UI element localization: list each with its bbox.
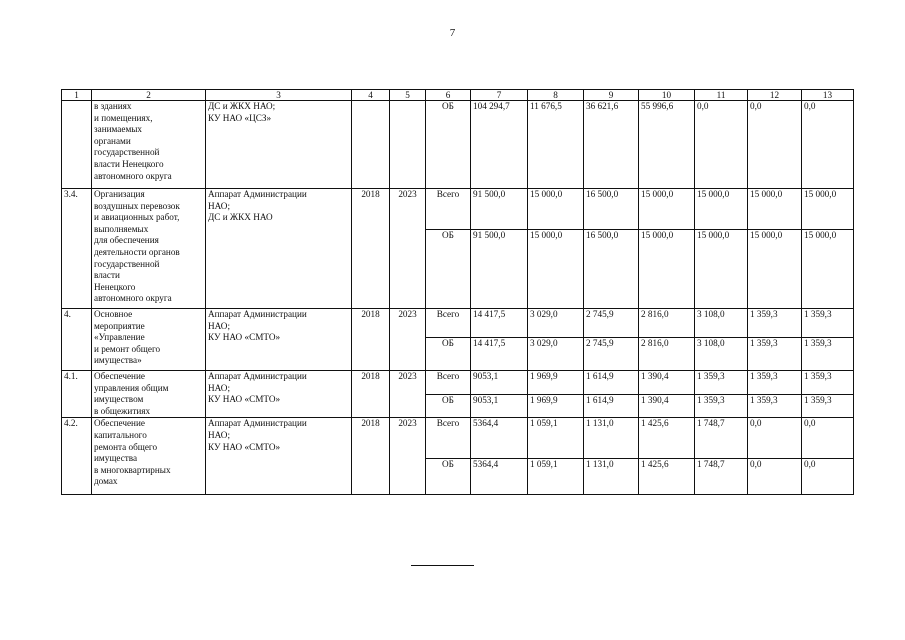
- table-row: [62, 418, 854, 459]
- amount-cell: 15 000,0: [802, 189, 854, 230]
- column-number-cell: 6: [426, 90, 471, 101]
- amount-cell: 1 359,3: [802, 309, 854, 338]
- amount-cell: 0,0: [695, 101, 748, 189]
- amount-cell: 3 108,0: [695, 338, 748, 371]
- program-measures-table: [61, 89, 854, 495]
- amount-cell: 16 500,0: [584, 189, 639, 230]
- amount-cell: 0,0: [802, 459, 854, 495]
- amount-cell: 0,0: [748, 459, 802, 495]
- end-year-cell: 2023: [390, 371, 426, 418]
- amount-cell: 1 425,6: [639, 418, 695, 459]
- row-number-cell: 4.2.: [62, 418, 92, 495]
- funding-source-cell: Всего: [426, 371, 471, 395]
- column-number-cell: 7: [471, 90, 528, 101]
- amount-cell: 3 029,0: [528, 338, 584, 371]
- amount-cell: 1 748,7: [695, 459, 748, 495]
- amount-cell: 91 500,0: [471, 189, 528, 230]
- footer-rule: [411, 565, 474, 566]
- amount-cell: 1 059,1: [528, 418, 584, 459]
- executor-cell: Аппарат Администрации НАО; КУ НАО «СМТО»: [206, 309, 352, 371]
- measure-name-cell: Организация воздушных перевозок и авиационных работ, выполняемых для обеспечения деятельности органов государственной власти Ненецкого автономного округа: [92, 189, 206, 309]
- amount-cell: 15 000,0: [639, 230, 695, 309]
- funding-source-cell: ОБ: [426, 230, 471, 309]
- amount-cell: 0,0: [748, 418, 802, 459]
- measure-name-cell: Основное мероприятие «Управление и ремонт общего имущества»: [92, 309, 206, 371]
- executor-cell: Аппарат Администрации НАО; КУ НАО «СМТО»: [206, 371, 352, 418]
- measure-name-cell: в зданиях и помещениях, занимаемых органами государственной власти Ненецкого автономного округа: [92, 101, 206, 189]
- amount-cell: 3 108,0: [695, 309, 748, 338]
- amount-cell: 1 359,3: [748, 395, 802, 418]
- executor-cell: ДС и ЖКХ НАО; КУ НАО «ЦСЗ»: [206, 101, 352, 189]
- amount-cell: 15 000,0: [528, 189, 584, 230]
- amount-cell: 15 000,0: [802, 230, 854, 309]
- amount-cell: 1 359,3: [802, 371, 854, 395]
- page-number: 7: [449, 27, 456, 39]
- column-number-cell: 1: [62, 90, 92, 101]
- row-number-cell: 4.: [62, 309, 92, 371]
- amount-cell: 1 059,1: [528, 459, 584, 495]
- funding-source-cell: ОБ: [426, 101, 471, 189]
- amount-cell: 2 816,0: [639, 309, 695, 338]
- table-row: [62, 101, 854, 189]
- start-year-cell: 2018: [352, 371, 390, 418]
- amount-cell: 14 417,5: [471, 309, 528, 338]
- amount-cell: 55 996,6: [639, 101, 695, 189]
- amount-cell: 1 359,3: [695, 395, 748, 418]
- funding-source-cell: Всего: [426, 418, 471, 459]
- end-year-cell: 2023: [390, 309, 426, 371]
- column-number-cell: 12: [748, 90, 802, 101]
- end-year-cell: [390, 101, 426, 189]
- funding-source-cell: Всего: [426, 309, 471, 338]
- funding-source-cell: ОБ: [426, 338, 471, 371]
- amount-cell: 2 745,9: [584, 338, 639, 371]
- column-number-header: [62, 90, 854, 101]
- amount-cell: 15 000,0: [748, 189, 802, 230]
- column-number-cell: 5: [390, 90, 426, 101]
- funding-source-cell: Всего: [426, 189, 471, 230]
- amount-cell: 3 029,0: [528, 309, 584, 338]
- amount-cell: 1 969,9: [528, 371, 584, 395]
- amount-cell: 15 000,0: [639, 189, 695, 230]
- amount-cell: 104 294,7: [471, 101, 528, 189]
- amount-cell: 1 131,0: [584, 459, 639, 495]
- table-row: [62, 309, 854, 338]
- amount-cell: 0,0: [802, 101, 854, 189]
- amount-cell: 16 500,0: [584, 230, 639, 309]
- amount-cell: 5364,4: [471, 418, 528, 459]
- row-number-cell: [62, 101, 92, 189]
- amount-cell: 9053,1: [471, 371, 528, 395]
- column-number-cell: 9: [584, 90, 639, 101]
- start-year-cell: [352, 101, 390, 189]
- amount-cell: 1 359,3: [802, 395, 854, 418]
- amount-cell: 1 359,3: [802, 338, 854, 371]
- column-number-cell: 10: [639, 90, 695, 101]
- table-row: [62, 189, 854, 230]
- column-number-cell: 4: [352, 90, 390, 101]
- amount-cell: 1 614,9: [584, 395, 639, 418]
- amount-cell: 11 676,5: [528, 101, 584, 189]
- end-year-cell: 2023: [390, 189, 426, 309]
- amount-cell: 1 359,3: [748, 338, 802, 371]
- start-year-cell: 2018: [352, 309, 390, 371]
- column-number-cell: 3: [206, 90, 352, 101]
- column-number-cell: 2: [92, 90, 206, 101]
- amount-cell: 15 000,0: [695, 189, 748, 230]
- amount-cell: 1 359,3: [748, 309, 802, 338]
- amount-cell: 1 390,4: [639, 371, 695, 395]
- amount-cell: 15 000,0: [695, 230, 748, 309]
- amount-cell: 14 417,5: [471, 338, 528, 371]
- table-row: [62, 371, 854, 395]
- amount-cell: 9053,1: [471, 395, 528, 418]
- executor-cell: Аппарат Администрации НАО; ДС и ЖКХ НАО: [206, 189, 352, 309]
- amount-cell: 91 500,0: [471, 230, 528, 309]
- executor-cell: Аппарат Администрации НАО; КУ НАО «СМТО»: [206, 418, 352, 495]
- measure-name-cell: Обеспечение управления общим имуществом в общежитиях: [92, 371, 206, 418]
- amount-cell: 2 745,9: [584, 309, 639, 338]
- row-number-cell: 4.1.: [62, 371, 92, 418]
- amount-cell: 15 000,0: [748, 230, 802, 309]
- row-number-cell: 3.4.: [62, 189, 92, 309]
- measure-name-cell: Обеспечение капитального ремонта общего имущества в многоквартирных домах: [92, 418, 206, 495]
- start-year-cell: 2018: [352, 418, 390, 495]
- amount-cell: 0,0: [802, 418, 854, 459]
- amount-cell: 1 425,6: [639, 459, 695, 495]
- amount-cell: 5364,4: [471, 459, 528, 495]
- amount-cell: 1 359,3: [748, 371, 802, 395]
- amount-cell: 1 131,0: [584, 418, 639, 459]
- amount-cell: 1 359,3: [695, 371, 748, 395]
- amount-cell: 0,0: [748, 101, 802, 189]
- column-number-cell: 8: [528, 90, 584, 101]
- amount-cell: 2 816,0: [639, 338, 695, 371]
- funding-source-cell: ОБ: [426, 395, 471, 418]
- amount-cell: 1 748,7: [695, 418, 748, 459]
- end-year-cell: 2023: [390, 418, 426, 495]
- column-number-cell: 11: [695, 90, 748, 101]
- funding-source-cell: ОБ: [426, 459, 471, 495]
- column-number-cell: 13: [802, 90, 854, 101]
- amount-cell: 36 621,6: [584, 101, 639, 189]
- amount-cell: 1 614,9: [584, 371, 639, 395]
- amount-cell: 1 969,9: [528, 395, 584, 418]
- start-year-cell: 2018: [352, 189, 390, 309]
- amount-cell: 15 000,0: [528, 230, 584, 309]
- amount-cell: 1 390,4: [639, 395, 695, 418]
